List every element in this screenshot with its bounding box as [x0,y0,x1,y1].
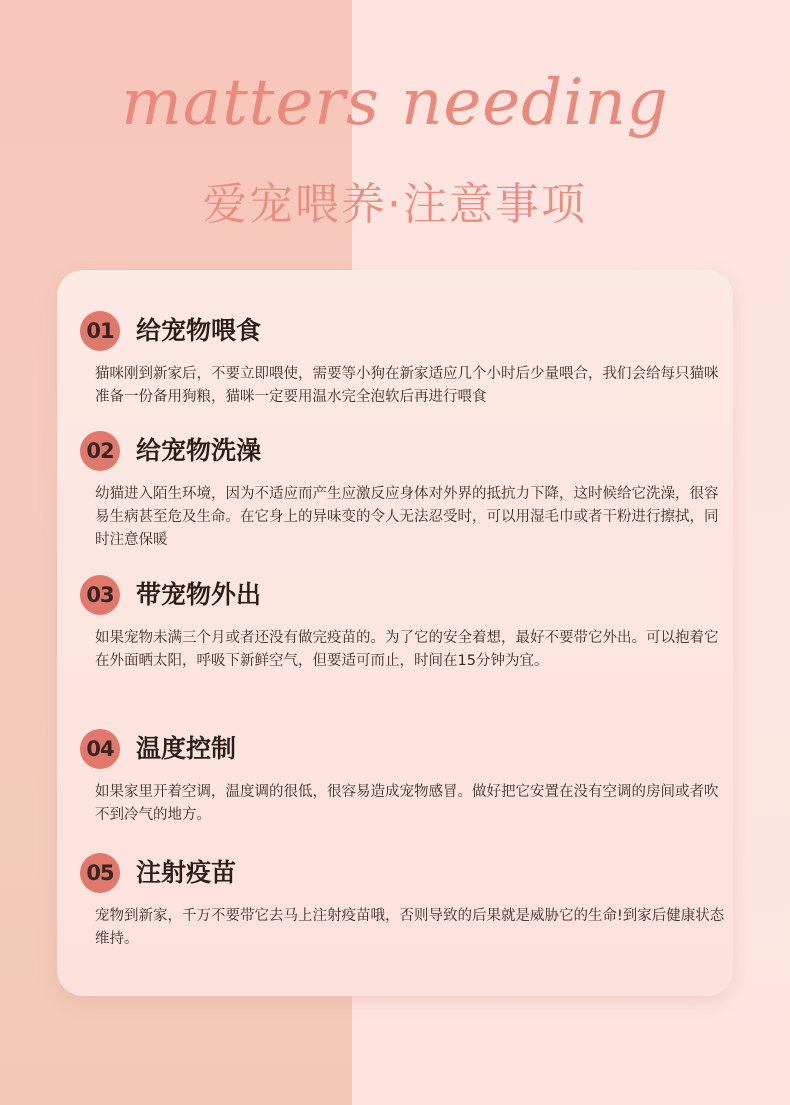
item-description: 如果家里开着空调，温度调的很低，很容易造成宠物感冒。做好把它安置在没有空调的房间或者吹不到冷气的地方。 [95,784,719,823]
item-number-badge: 03 [80,575,120,615]
item-description: 如果宠物未满三个月或者还没有做完疫苗的。为了它的安全着想，最好不要带它外出。可以抱着它在外面晒太阳，呼吸下新鲜空气，但要适可而止，时间在15分钟为宜。 [95,630,719,669]
item-title: 温度控制 [136,734,237,763]
item-number-badge: 05 [80,853,120,893]
item-title: 带宠物外出 [136,580,262,609]
page-header [0,0,790,250]
item-number-badge: 02 [80,431,120,471]
item-title: 给宠物喂食 [136,316,262,345]
item-number-badge: 01 [80,311,120,351]
item-description: 幼猫进入陌生环境，因为不适应而产生应激反应身体对外界的抵抗力下降，这时候给它洗澡，很容易生病甚至危及生命。在它身上的异味变的令人无法忍受时，可以用湿毛巾或者干粉进行擦拭，同时注意保暖 [95,486,719,548]
script-title: matters needing [121,66,669,140]
item-title: 注射疫苗 [136,858,237,887]
item-description: 宠物到新家，千万不要带它去马上注射疫苗哦，否则导致的后果就是威胁它的生命!到家后健康状态维持。 [95,908,725,947]
item-number-badge: 04 [80,729,120,769]
page-title: 爱宠喂养·注意事项 [203,179,587,230]
item-title: 给宠物洗澡 [136,436,262,465]
item-description: 猫咪刚到新家后，不要立即喂使，需要等小狗在新家适应几个小时后少量喂合，我们会给每只猫咪准备一份备用狗粮，猫咪一定要用温水完全泡软后再进行喂食 [95,366,719,405]
